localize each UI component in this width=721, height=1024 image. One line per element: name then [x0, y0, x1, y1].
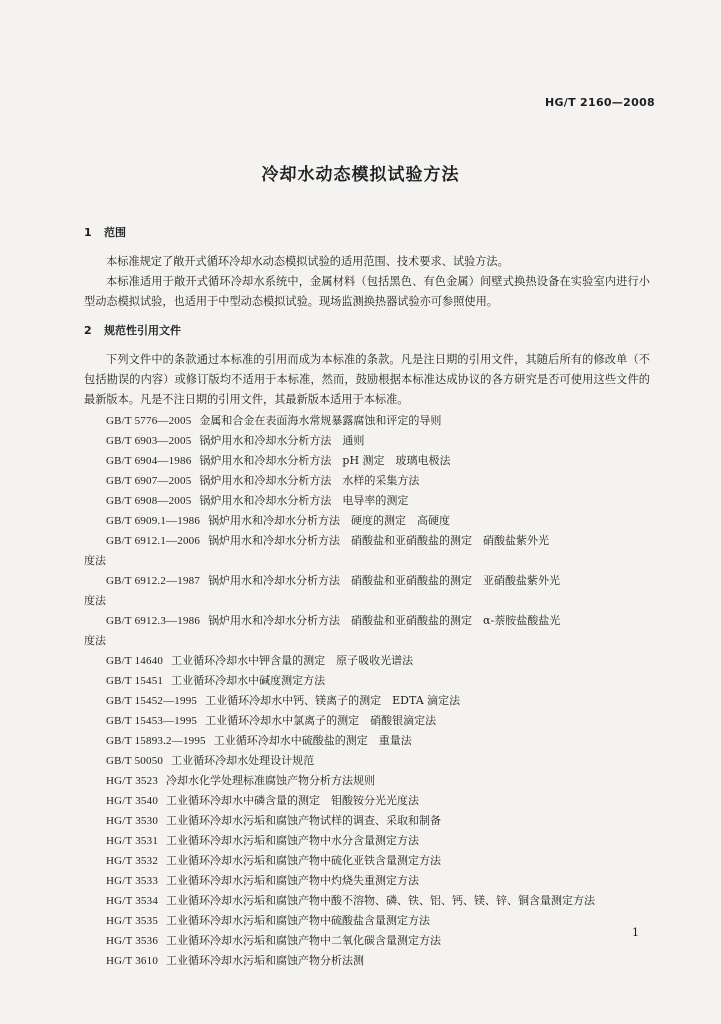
reference-item — [84, 611, 650, 650]
reference-title: 工业循环冷却水污垢和腐蚀产物分析法测 — [166, 954, 365, 967]
reference-list — [84, 411, 650, 971]
reference-title: 工业循环冷却水中碱度测定方法 — [171, 674, 326, 687]
paragraph: 本标准规定了敞开式循环冷却水动态模拟试验的适用范围、技术要求、试验方法。 — [106, 255, 509, 268]
reference-code: GB/T 6904—1986 — [106, 455, 192, 467]
reference-item — [84, 751, 650, 771]
reference-code: GB/T 15453—1995 — [106, 715, 198, 727]
reference-code: GB/T 6909.1—1986 — [106, 515, 201, 527]
reference-title: 锅炉用水和冷却水分析方法 硝酸盐和亚硝酸盐的测定 α-萘胺盐酸盐光 — [208, 614, 561, 627]
document-title: 冷却水动态模拟试验方法 — [261, 165, 460, 185]
reference-title: 工业循环冷却水处理设计规范 — [171, 754, 315, 767]
paragraph: 本标准适用于敞开式循环冷却水系统中，金属材料（包括黑色、有色金属）间壁式换热设备在实验室内进行小型动态模拟试验，也适用于中型动态模拟试验。现场监测换热器试验亦可参照使用。 — [84, 275, 650, 308]
section-title: 范围 — [104, 226, 126, 239]
section-heading-normative-references — [84, 322, 181, 338]
reference-code: HG/T 3610 — [106, 955, 159, 967]
reference-code: GB/T 15451 — [106, 675, 164, 687]
standard-code: HG/T 2160—2008 — [544, 96, 655, 109]
reference-code: GB/T 6912.3—1986 — [106, 615, 201, 627]
reference-title: 工业循环冷却水污垢和腐蚀产物试样的调查、采取和制备 — [166, 814, 442, 827]
reference-title: 工业循环冷却水中磷含量的测定 钼酸铵分光光度法 — [166, 794, 420, 807]
reference-title: 工业循环冷却水污垢和腐蚀产物中灼烧失重测定方法 — [166, 874, 420, 887]
reference-item — [84, 731, 650, 751]
reference-title: 锅炉用水和冷却水分析方法 pH 测定 玻璃电极法 — [199, 454, 451, 467]
reference-title: 冷却水化学处理标准腐蚀产物分析方法规则 — [166, 774, 376, 787]
reference-item — [84, 931, 650, 951]
reference-code: HG/T 3531 — [106, 835, 159, 847]
section-number: 2 — [84, 324, 92, 337]
reference-code: GB/T 6907—2005 — [106, 475, 192, 487]
reference-item — [84, 951, 650, 971]
reference-item — [84, 871, 650, 891]
reference-code: GB/T 15452—1995 — [106, 695, 198, 707]
reference-title: 锅炉用水和冷却水分析方法 通则 — [199, 434, 365, 447]
reference-title: 锅炉用水和冷却水分析方法 硬度的测定 高硬度 — [208, 514, 451, 527]
reference-item — [84, 851, 650, 871]
reference-code: GB/T 50050 — [106, 755, 164, 767]
reference-item — [84, 571, 650, 610]
reference-item — [84, 811, 650, 831]
reference-title: 工业循环冷却水污垢和腐蚀产物中水分含量测定方法 — [166, 834, 420, 847]
reference-code: GB/T 6912.1—2006 — [106, 535, 201, 547]
reference-code: HG/T 3540 — [106, 795, 159, 807]
reference-title: 工业循环冷却水中氯离子的测定 硝酸银滴定法 — [205, 714, 437, 727]
reference-code: HG/T 3533 — [106, 875, 159, 887]
reference-title: 锅炉用水和冷却水分析方法 水样的采集方法 — [199, 474, 420, 487]
section-heading-scope — [84, 224, 126, 240]
reference-item — [84, 431, 650, 451]
reference-code: HG/T 3532 — [106, 855, 159, 867]
section-number: 1 — [84, 226, 92, 239]
reference-code: GB/T 6908—2005 — [106, 495, 192, 507]
reference-title-continuation: 度法 — [84, 634, 106, 647]
reference-item — [84, 471, 650, 491]
reference-item — [84, 451, 650, 471]
reference-code: GB/T 5776—2005 — [106, 415, 192, 427]
reference-item — [84, 491, 650, 511]
reference-item — [84, 831, 650, 851]
reference-title: 工业循环冷却水污垢和腐蚀产物中酸不溶物、磷、铁、铝、钙、镁、锌、铜含量测定方法 — [166, 894, 596, 907]
reference-title: 工业循环冷却水中钾含量的测定 原子吸收光谱法 — [171, 654, 414, 667]
reference-item — [84, 771, 650, 791]
reference-item — [84, 791, 650, 811]
reference-item — [84, 691, 650, 711]
reference-title: 工业循环冷却水中钙、镁离子的测定 EDTA 滴定法 — [205, 694, 461, 707]
reference-title: 锅炉用水和冷却水分析方法 硝酸盐和亚硝酸盐的测定 硝酸盐紫外光 — [208, 534, 550, 547]
reference-item — [84, 891, 650, 911]
reference-code: HG/T 3535 — [106, 915, 159, 927]
reference-item — [84, 911, 650, 931]
reference-title: 工业循环冷却水污垢和腐蚀产物中硫化亚铁含量测定方法 — [166, 854, 442, 867]
reference-title: 锅炉用水和冷却水分析方法 硝酸盐和亚硝酸盐的测定 亚硝酸盐紫外光 — [208, 574, 561, 587]
reference-code: GB/T 6912.2—1987 — [106, 575, 201, 587]
reference-code: HG/T 3523 — [106, 775, 159, 787]
reference-code: GB/T 14640 — [106, 655, 164, 667]
paragraph: 下列文件中的条款通过本标准的引用而成为本标准的条款。凡是注日期的引用文件，其随后所有的修改单（不包括勘误的内容）或修订版均不适用于本标准，然而，鼓励根据本标准达成协议的各方研究是否可使用这些文件的最新版本。凡是不注日期的引用文件，其最新版本适用于本标准。 — [84, 353, 650, 406]
reference-code: HG/T 3534 — [106, 895, 159, 907]
reference-title-continuation: 度法 — [84, 554, 106, 567]
reference-code: GB/T 15893.2—1995 — [106, 735, 206, 747]
reference-title: 工业循环冷却水中硫酸盐的测定 重量法 — [213, 734, 412, 747]
reference-code: HG/T 3536 — [106, 935, 159, 947]
reference-item — [84, 411, 650, 431]
reference-item — [84, 651, 650, 671]
reference-item — [84, 511, 650, 531]
reference-item — [84, 671, 650, 691]
reference-item — [84, 531, 650, 570]
reference-title: 金属和合金在表面海水常规暴露腐蚀和评定的导则 — [199, 414, 442, 427]
reference-title: 工业循环冷却水污垢和腐蚀产物中二氧化碳含量测定方法 — [166, 934, 442, 947]
reference-item — [84, 711, 650, 731]
reference-code: GB/T 6903—2005 — [106, 435, 192, 447]
reference-title-continuation: 度法 — [84, 594, 106, 607]
page-number: 1 — [632, 926, 639, 939]
reference-title: 锅炉用水和冷却水分析方法 电导率的测定 — [199, 494, 409, 507]
reference-code: HG/T 3530 — [106, 815, 159, 827]
section-title: 规范性引用文件 — [104, 324, 181, 337]
reference-title: 工业循环冷却水污垢和腐蚀产物中硫酸盐含量测定方法 — [166, 914, 431, 927]
